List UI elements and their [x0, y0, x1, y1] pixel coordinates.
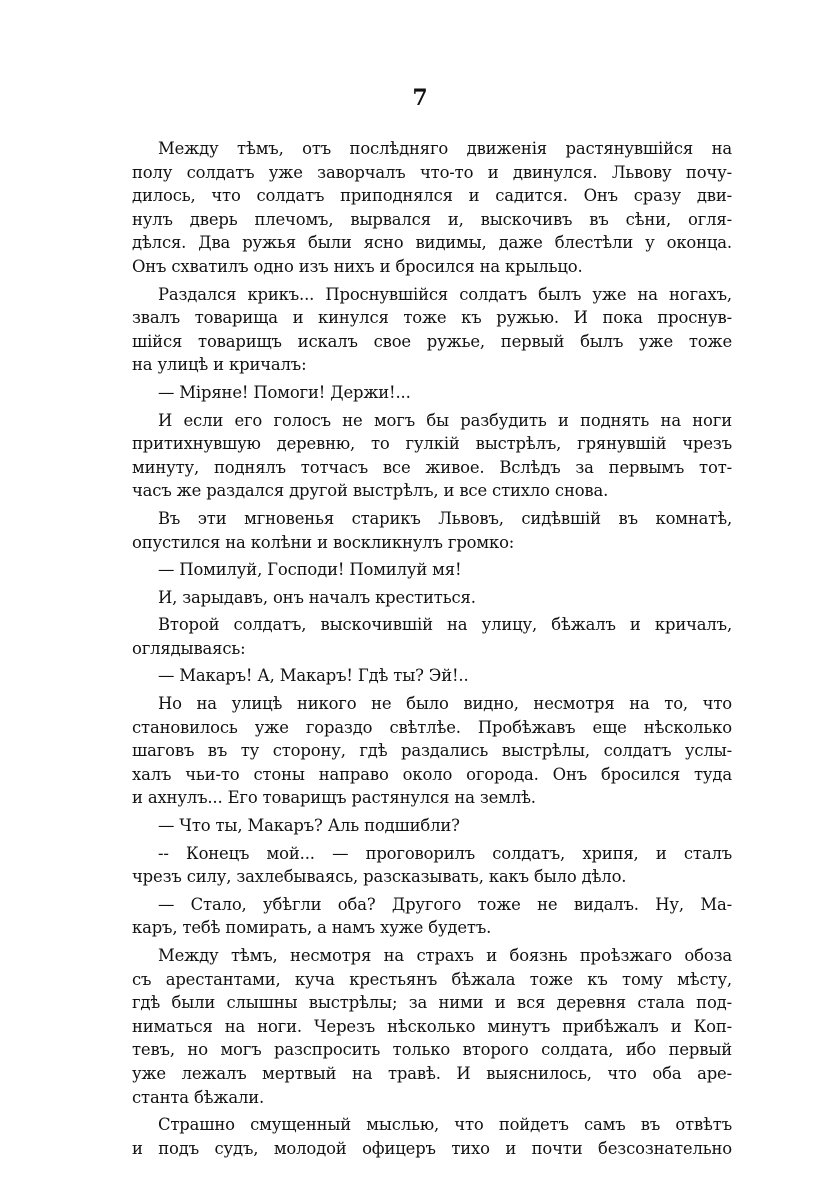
- text-line: уже лежалъ мертвый на травѣ. И выяснилось, что оба аре-: [132, 1063, 732, 1083]
- text-line: становилось уже гораздо свѣтлѣе. Пробѣжавъ еще нѣсколько: [132, 717, 732, 737]
- text-line: И если его голосъ не могъ бы разбудить и поднять на ноги: [158, 410, 732, 430]
- text-line: опустился на колѣни и воскликнулъ громко:: [132, 532, 515, 552]
- text-line: съ арестантами, куча крестьянъ бѣжала тоже къ тому мѣсту,: [132, 969, 732, 989]
- text-line: дилось, что солдатъ приподнялся и садится. Онъ сразу дви-: [132, 186, 732, 206]
- text-line: тевъ, но могъ разспросить только второго солдата, ибо первый: [132, 1040, 732, 1060]
- text-line: Второй солдатъ, выскочившій на улицу, бѣжалъ и кричалъ,: [158, 615, 732, 635]
- text-line: Между тѣмъ, несмотря на страхъ и боязнь проѣзжаго обоза: [158, 946, 732, 965]
- text-line: чрезъ силу, захлебываясь, разсказывать, какъ было дѣло.: [132, 867, 627, 887]
- text-line: гдѣ были слышны выстрѣлы; за ними и вся деревня стала под-: [132, 993, 732, 1013]
- text-line: Но на улицѣ никого не было видно, несмотря на то, что: [158, 694, 732, 714]
- text-line: и ахнулъ... Его товарищъ растянулся на землѣ.: [132, 788, 536, 808]
- text-line: И, зарыдавъ, онъ началъ креститься.: [158, 587, 476, 607]
- text-line: ниматься на ноги. Черезъ нѣсколько минутъ прибѣжалъ и Коп-: [132, 1016, 732, 1036]
- text-line: полу солдатъ уже заворчалъ что-то и двинулся. Львову почу-: [132, 162, 732, 182]
- text-line: минуту, поднялъ тотчасъ все живое. Вслѣдъ за первымъ тот-: [132, 457, 732, 477]
- text-line: каръ, тебѣ помирать, а намъ хуже будетъ.: [132, 918, 492, 938]
- text-line: дѣлся. Два ружья были ясно видимы, даже блестѣли у оконца.: [132, 233, 732, 253]
- text-line: Въ эти мгновенья старикъ Львовъ, сидѣвшій въ комнатѣ,: [158, 508, 732, 528]
- text-line: и подъ судъ, молодой офицеръ тихо и почти безсознательно: [132, 1138, 732, 1158]
- text-line: — Стало, убѣгли оба? Другого тоже не видалъ. Ну, Ма-: [158, 894, 732, 914]
- text-line: Раздался крикъ... Проснувшійся солдатъ былъ уже на ногахъ,: [158, 284, 732, 304]
- text-line: звалъ товарища и кинулся тоже къ ружью. И пока проснув-: [132, 308, 732, 328]
- text-line: станта бѣжали.: [132, 1087, 265, 1107]
- body-text: [132, 137, 732, 1160]
- text-line: нулъ дверь плечомъ, вырвался и, выскочивъ въ сѣни, огля-: [132, 209, 732, 229]
- text-line: шаговъ въ ту сторону, гдѣ раздались выстрѣлы, солдатъ услы-: [132, 741, 732, 761]
- text-line: часъ же раздался другой выстрѣлъ, и все стихло снова.: [132, 481, 609, 501]
- text-line: шійся товарищъ искалъ свое ружье, первый былъ уже тоже: [132, 331, 732, 351]
- text-line: — Макаръ! А, Макаръ! Гдѣ ты? Эй!..: [158, 666, 469, 686]
- text-line: оглядываясь:: [132, 638, 246, 658]
- text-line: на улицѣ и кричалъ:: [132, 355, 307, 375]
- text-line: Страшно смущенный мыслью, что пойдетъ самъ въ отвѣтъ: [158, 1115, 732, 1135]
- text-line: — Міряне! Помоги! Держи!...: [158, 382, 411, 402]
- text-line: Между тѣмъ, отъ послѣдняго движенія растянувшійся на: [158, 139, 732, 158]
- page-number: 7: [412, 85, 428, 111]
- text-line: — Что ты, Макаръ? Аль подшибли?: [158, 816, 460, 836]
- text-line: -- Конецъ мой... — проговорилъ солдатъ, хрипя, и сталъ: [158, 843, 732, 863]
- text-line: притихнувшую деревню, то гулкій выстрѣлъ, грянувшій чрезъ: [132, 434, 732, 454]
- text-line: — Помилуй, Господи! Помилуй мя!: [158, 560, 462, 580]
- text-line: халъ чьи-то стоны направо около огорода. Онъ бросился туда: [132, 764, 732, 784]
- text-line: Онъ схватилъ одно изъ нихъ и бросился на крыльцо.: [132, 256, 583, 276]
